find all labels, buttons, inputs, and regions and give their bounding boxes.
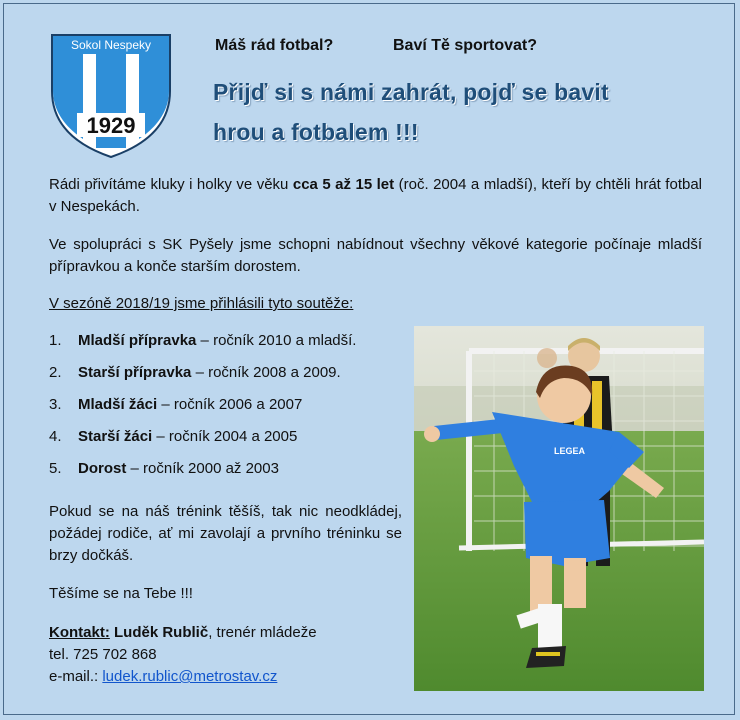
intro-paragraph	[49, 174, 702, 218]
competition-name: Mladší žáci	[78, 396, 158, 413]
cooperation-paragraph: Ve spolupráci s SK Pyšely jsme schopni nabídnout všechny věkové kategorie počínaje mladší přípravkou a konče starším dorostem.	[49, 236, 702, 275]
list-item	[49, 394, 356, 426]
join-paragraph: Pokud se na náš trénink těšíš, tak nic neodkládej, požádej rodiče, ať mi zavolají a prvního tréninku se brzy dočkáš.	[49, 503, 402, 564]
question-1: Máš rád fotbal?	[215, 37, 334, 54]
competition-detail: – ročník 2010 a mladší.	[196, 332, 357, 349]
competition-detail: – ročník 2008 a 2009.	[191, 364, 341, 381]
email-label: e-mail.:	[49, 668, 103, 685]
thanks-text: Těšíme se na Tebe !!!	[49, 585, 193, 602]
intro-age: cca 5 až 15 let	[292, 176, 395, 193]
headline-line-1: Přijď si s námi zahrát, pojď se bavit	[213, 79, 609, 105]
list-number: 5.	[49, 460, 62, 477]
list-number: 3.	[49, 396, 62, 413]
headline-line-2: hrou a fotbalem !!!	[213, 119, 419, 145]
list-item	[49, 362, 356, 394]
logo-top-text: Sokol Nespeky	[70, 38, 152, 52]
intro-after: (roč. 2004 a mladší), kteří by chtěli hrát fotbal v Nespekách.	[49, 176, 702, 215]
competition-detail: – ročník 2004 a 2005	[152, 428, 298, 445]
list-item	[49, 330, 356, 362]
competition-name: Mladší přípravka	[78, 332, 197, 349]
contact-line	[49, 622, 317, 644]
list-number: 1.	[49, 332, 62, 349]
contact-name: Luděk Rublič	[114, 624, 209, 641]
list-number: 2.	[49, 364, 62, 381]
competition-detail: – ročník 2000 až 2003	[126, 460, 279, 477]
contact-block	[49, 622, 317, 688]
intro-before: Rádi přivítáme kluky i holky ve věku	[49, 176, 293, 193]
contact-phone: tel. 725 702 868	[49, 646, 157, 663]
competition-detail: – ročník 2006 a 2007	[157, 396, 303, 413]
club-logo	[50, 33, 172, 159]
player-photo	[414, 326, 704, 691]
list-item	[49, 458, 356, 490]
competition-name: Starší přípravka	[78, 364, 192, 381]
headline	[213, 72, 693, 152]
jersey-text: LEGEA	[554, 446, 586, 456]
list-number: 4.	[49, 428, 62, 445]
email-link[interactable]: ludek.rublic@metrostav.cz	[102, 668, 278, 685]
competition-name: Dorost	[78, 460, 127, 477]
competition-list	[49, 330, 356, 490]
list-item	[49, 426, 356, 458]
email-line	[49, 666, 317, 688]
season-heading: V sezóně 2018/19 jsme přihlásili tyto soutěže:	[49, 295, 354, 312]
logo-year: 1929	[86, 113, 136, 138]
question-2: Baví Tě sportovat?	[393, 37, 538, 54]
contact-role: , trenér mládeže	[208, 624, 317, 641]
competition-name: Starší žáci	[78, 428, 153, 445]
contact-label: Kontakt:	[49, 624, 110, 641]
